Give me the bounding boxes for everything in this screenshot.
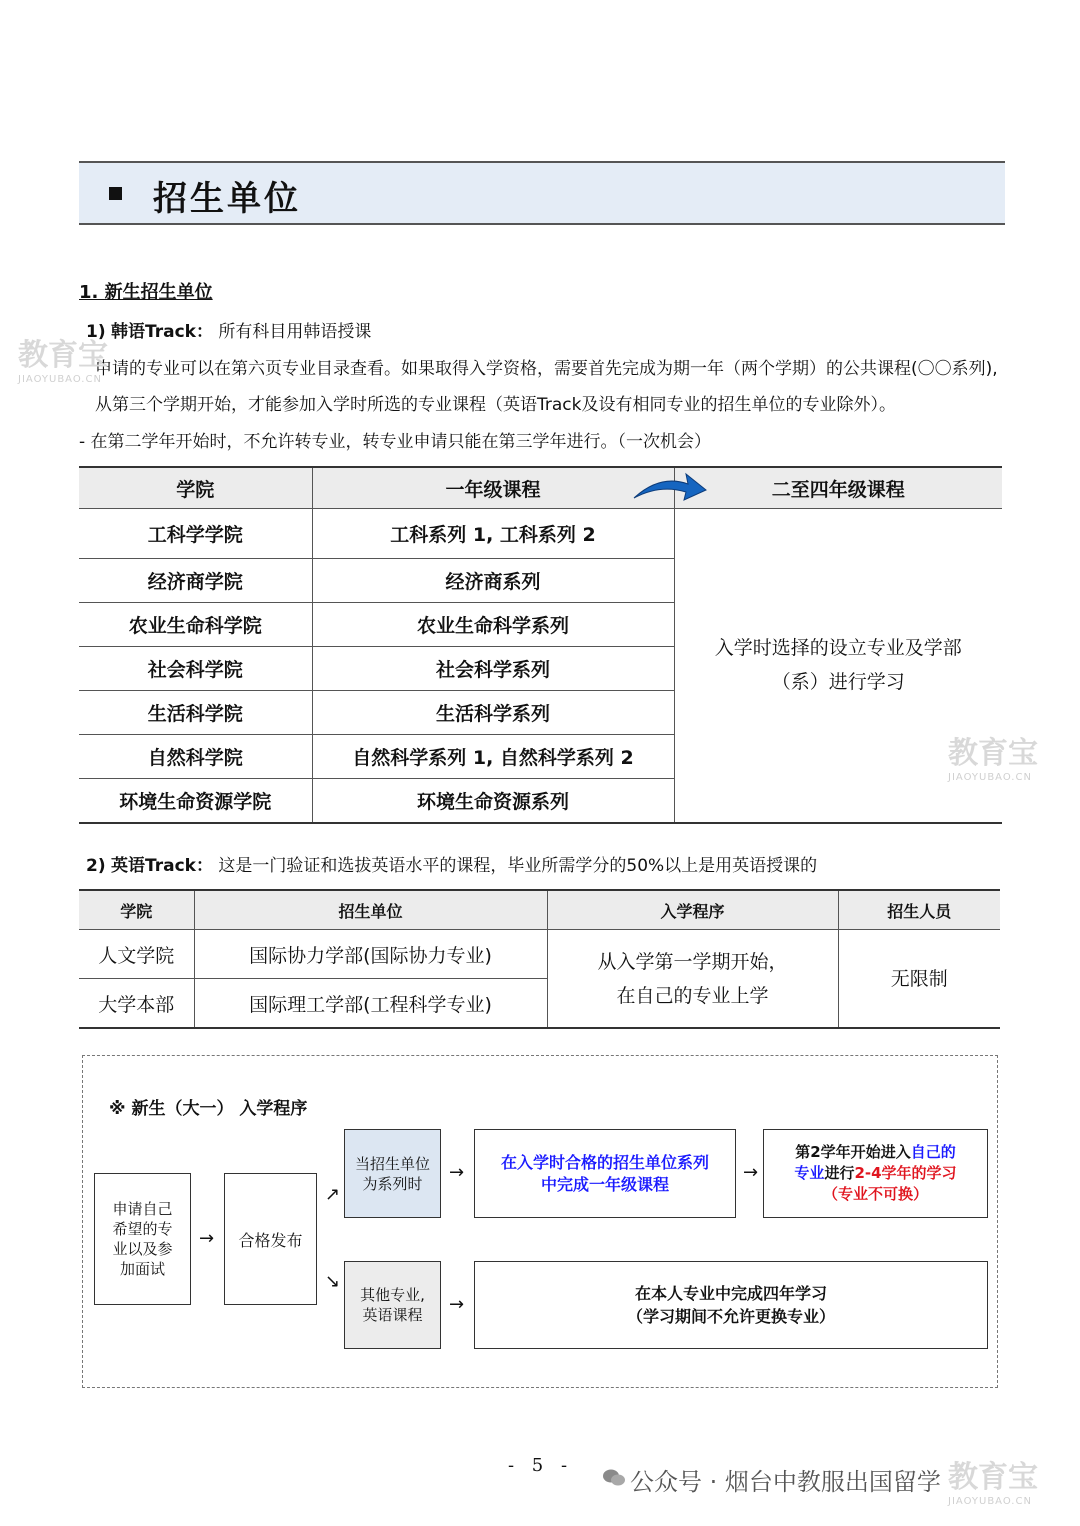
- table-cell: 社会科学系列: [312, 647, 674, 691]
- arrow-up-right-icon: ↗: [325, 1184, 341, 1205]
- table-cell: 国际理工学部(工程科学专业): [194, 979, 547, 1029]
- bullet-square-icon: [109, 187, 122, 200]
- column-header: 入学程序: [547, 890, 838, 930]
- column-header: 招生人员: [838, 890, 1000, 930]
- flow-branch-other: 其他专业, 英语课程: [344, 1261, 441, 1349]
- arrow-right-icon: →: [743, 1162, 759, 1183]
- flow-step-result: 合格发布: [224, 1173, 317, 1305]
- arrow-right-icon: →: [199, 1228, 215, 1249]
- table-cell: 经济商系列: [312, 559, 674, 603]
- track1-prefix: 1): [86, 322, 106, 342]
- table-cell: 工科学学院: [79, 509, 312, 559]
- track1-name: 韩语Track：: [111, 322, 213, 342]
- table-cell: 环境生命资源系列: [312, 779, 674, 823]
- table-cell: 环境生命资源学院: [79, 779, 312, 823]
- table-cell: 自然科学系列 1, 自然科学系列 2: [312, 735, 674, 779]
- section-title: 1. 新生招生单位: [79, 282, 213, 303]
- paragraph-line: 申请的专业可以在第六页专业目录查看。如果取得入学资格，需要首先完成为期一年（两个学期）的公共课程(〇〇系列),: [95, 359, 998, 379]
- flow-step-apply: 申请自己 希望的专 业以及参 加面试: [94, 1173, 191, 1305]
- watermark-logo: 教育宝 JIAOYUBAO.CN: [948, 736, 1038, 783]
- table-cell: 国际协力学部(国际协力专业): [194, 930, 547, 979]
- page-number: - 5 -: [508, 1455, 574, 1476]
- note-line: - 在第二学年开始时，不允许转专业，转专业申请只能在第三学年进行。（一次机会）: [79, 432, 712, 452]
- table-cell: 大学本部: [79, 979, 194, 1029]
- watermark-logo: 教育宝 JIAOYUBAO.CN: [948, 1460, 1038, 1507]
- wechat-account-label: 公众号 · 烟台中教服出国留学: [630, 1468, 941, 1496]
- table-header-row: [79, 467, 1002, 509]
- table-cell: 工科系列 1, 工科系列 2: [312, 509, 674, 559]
- wechat-icon: [602, 1468, 624, 1486]
- quota-cell: 无限制: [838, 930, 1000, 1029]
- curved-arrow-icon: [630, 466, 710, 506]
- table-cell: 生活科学系列: [312, 691, 674, 735]
- track2-heading: [86, 851, 817, 876]
- column-header: 学院: [79, 467, 312, 509]
- table-cell: 自然科学院: [79, 735, 312, 779]
- table-row: [79, 509, 1002, 559]
- track2-desc: 这是一门验证和选拔英语水平的课程，毕业所需学分的50%以上是用英语授课的: [218, 856, 818, 876]
- admission-flow-box: [82, 1055, 998, 1388]
- page-title: 招生单位: [153, 179, 301, 219]
- table-row: [79, 930, 1000, 979]
- arrow-right-icon: →: [449, 1162, 465, 1183]
- column-header: 一年级课程: [312, 467, 674, 509]
- table-cell: 农业生命科学系列: [312, 603, 674, 647]
- table-cell: 人文学院: [79, 930, 194, 979]
- table-cell: 生活科学院: [79, 691, 312, 735]
- procedure-cell: 从入学第一学期开始， 在自己的专业上学: [547, 930, 838, 1029]
- track1-desc: 所有科目用韩语授课: [218, 322, 372, 342]
- merged-cell: 入学时选择的设立专业及学部 （系）进行学习: [674, 509, 1002, 823]
- flow-branch-series-final: 第2学年开始进入自己的 专业进行2-4学年的学习 （专业不可换）: [763, 1129, 988, 1218]
- table-cell: 农业生命科学院: [79, 603, 312, 647]
- table-cell: 经济商学院: [79, 559, 312, 603]
- track2-name: 英语Track：: [111, 856, 213, 876]
- track2-prefix: 2): [86, 856, 106, 876]
- section-banner: [79, 161, 1005, 225]
- arrow-down-right-icon: ↘: [325, 1271, 341, 1292]
- watermark-logo: 教育宝 JIAOYUBAO.CN: [18, 338, 108, 385]
- column-header: 二至四年级课程: [674, 467, 1002, 509]
- flow-branch-series: 当招生单位 为系列时: [344, 1129, 441, 1218]
- flow-title: ※ 新生（大一） 入学程序: [109, 1099, 308, 1119]
- flow-branch-other-result: 在本人专业中完成四年学习 （学习期间不允许更换专业）: [474, 1261, 988, 1349]
- table-header-row: [79, 890, 1000, 930]
- english-track-table: [79, 889, 1000, 1029]
- track1-heading: [86, 317, 371, 342]
- arrow-right-icon: →: [449, 1294, 465, 1315]
- flow-branch-series-result: 在入学时合格的招生单位系列 中完成一年级课程: [474, 1129, 736, 1218]
- table-cell: 社会科学院: [79, 647, 312, 691]
- column-header: 招生单位: [194, 890, 547, 930]
- column-header: 学院: [79, 890, 194, 930]
- paragraph-line: 从第三个学期开始，才能参加入学时所选的专业课程（英语Track及设有相同专业的招生单位的专业除外）。: [95, 395, 896, 415]
- korean-track-table: [79, 466, 1002, 824]
